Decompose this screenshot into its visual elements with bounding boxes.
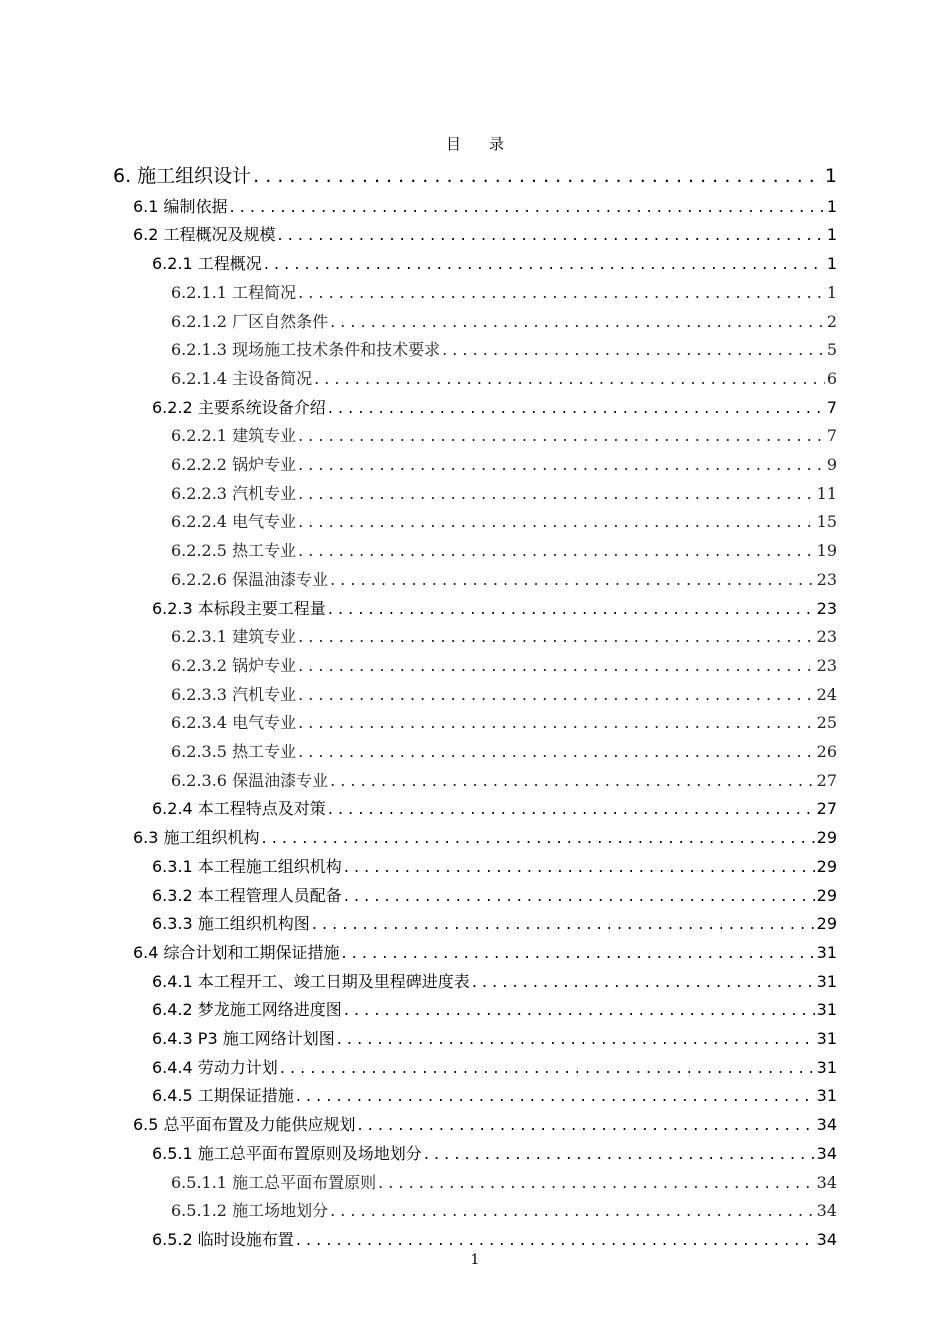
- toc-entry[interactable]: [152, 997, 837, 1020]
- toc-entry-label: 6.3.1 本工程施工组织机构: [152, 856, 342, 876]
- toc-dot-leader: [298, 713, 815, 732]
- toc-title-char-1: 目: [445, 135, 461, 153]
- toc-dot-leader: [330, 312, 825, 331]
- toc-dot-leader: [298, 455, 825, 474]
- toc-entry[interactable]: [171, 366, 837, 389]
- toc-entry-label: 6.2.2.2 锅炉专业: [171, 455, 297, 474]
- toc-entry[interactable]: [152, 1141, 837, 1164]
- toc-entry-label: 6.2.3.5 热工专业: [171, 742, 297, 761]
- toc-entry[interactable]: [171, 280, 837, 303]
- toc-entry[interactable]: [113, 161, 837, 188]
- toc-entry-label: 6.2.2 主要系统设备介绍: [152, 397, 326, 417]
- toc-entry-label: 6.5.1.1 施工总平面布置原则: [171, 1172, 377, 1192]
- toc-entry-page-number: 1: [826, 282, 837, 302]
- toc-entry[interactable]: [171, 624, 837, 647]
- toc-dot-leader: [337, 1029, 815, 1048]
- toc-entry[interactable]: [171, 710, 837, 733]
- toc-entry-page-number: 34: [816, 1172, 837, 1192]
- toc-entry-page-number: 24: [816, 684, 837, 704]
- toc-entry-page-number: 5: [826, 340, 837, 360]
- toc-entry-page-number: 23: [816, 655, 837, 675]
- toc-entry-label: 6.2.3.1 建筑专业: [171, 627, 297, 647]
- toc-dot-leader: [330, 1201, 815, 1220]
- toc-entry-page-number: 23: [816, 569, 837, 589]
- toc-entry-label: 6.2.4 本工程特点及对策: [152, 799, 326, 819]
- toc-entry[interactable]: [152, 883, 837, 906]
- toc-entry[interactable]: [171, 309, 837, 332]
- toc-dot-leader: [298, 512, 815, 531]
- toc-entry-label: 6.2.3.6 保温油漆专业: [171, 770, 329, 790]
- toc-dot-leader: [298, 484, 815, 503]
- toc-dot-leader: [314, 369, 825, 388]
- toc-entry[interactable]: [152, 796, 837, 819]
- toc-dot-leader: [330, 771, 815, 790]
- toc-dot-leader: [298, 283, 825, 302]
- toc-dot-leader: [330, 570, 815, 589]
- toc-dot-leader: [262, 828, 815, 847]
- toc-entry-label: 6.2.3.2 锅炉专业: [171, 655, 297, 675]
- toc-dot-leader: [298, 627, 815, 646]
- toc-entry-page-number: 23: [816, 598, 837, 618]
- toc-entry[interactable]: [133, 940, 837, 963]
- toc-entry-label: 6.4.3 P3 施工网络计划图: [152, 1029, 335, 1048]
- toc-entry[interactable]: [152, 1227, 837, 1250]
- toc-entry[interactable]: [171, 567, 837, 590]
- toc-entry-label: 6.4.5 工期保证措施: [152, 1086, 294, 1106]
- toc-dot-leader: [312, 914, 815, 933]
- toc-dot-leader: [328, 599, 815, 618]
- toc-entry-label: 6.1 编制依据: [133, 196, 228, 216]
- toc-dot-leader: [472, 972, 815, 991]
- toc-dot-leader: [298, 685, 815, 704]
- toc-entry-label: 6.2 工程概况及规模: [133, 225, 276, 245]
- toc-entry[interactable]: [152, 911, 837, 934]
- toc-entry-page-number: 31: [816, 1029, 837, 1048]
- toc-entry[interactable]: [171, 538, 837, 561]
- toc-entry-label: 6.2.2.3 汽机专业: [171, 483, 297, 503]
- toc-entry-page-number: 34: [816, 1201, 837, 1221]
- toc-entry[interactable]: [171, 1198, 837, 1221]
- toc-entry[interactable]: [171, 481, 837, 504]
- toc-dot-leader: [378, 1173, 815, 1192]
- toc-entry-label: 6.2.2.1 建筑专业: [171, 426, 297, 446]
- toc-entry[interactable]: [171, 423, 837, 446]
- toc-entry-label: 6.2.3.3 汽机专业: [171, 684, 297, 704]
- toc-dot-leader: [342, 943, 815, 962]
- toc-entry[interactable]: [171, 653, 837, 676]
- toc-dot-leader: [280, 1058, 815, 1077]
- toc-dot-leader: [298, 426, 825, 445]
- toc-entry-page-number: 6: [826, 368, 837, 388]
- toc-entry[interactable]: [133, 1112, 837, 1135]
- toc-entry-page-number: 31: [816, 1057, 837, 1077]
- toc-dot-leader: [230, 197, 825, 216]
- toc-entry-page-number: 1: [824, 165, 837, 187]
- toc-entry-page-number: 29: [816, 914, 837, 934]
- toc-entry-page-number: 34: [816, 1143, 837, 1163]
- toc-entry-label: 6.5.1 施工总平面布置原则及场地划分: [152, 1143, 422, 1163]
- toc-entry-page-number: 7: [826, 426, 837, 446]
- toc-dot-leader: [358, 1115, 815, 1134]
- toc-entry-label: 6.2.1.2 厂区自然条件: [171, 311, 329, 331]
- toc-entry-page-number: 1: [826, 225, 837, 245]
- toc-entry-label: 6.5.2 临时设施布置: [152, 1229, 294, 1249]
- toc-dot-leader: [344, 1000, 815, 1019]
- toc-entry-label: 6.5 总平面布置及力能供应规划: [133, 1115, 356, 1135]
- toc-dot-leader: [344, 857, 815, 876]
- toc-entry-label: 6.5.1.2 施工场地划分: [171, 1201, 329, 1221]
- toc-entry[interactable]: [171, 768, 837, 791]
- toc-dot-leader: [328, 398, 825, 417]
- toc-entry-label: 6.3 施工组织机构: [133, 828, 260, 848]
- toc-entry-page-number: 2: [826, 311, 837, 331]
- toc-entry-label: 6.3.3 施工组织机构图: [152, 914, 310, 934]
- toc-dot-leader: [344, 886, 815, 905]
- toc-entry-label: 6.2.2.5 热工专业: [171, 541, 297, 561]
- toc-entry-page-number: 31: [816, 1086, 837, 1106]
- page-number-footer: 1: [470, 1252, 480, 1268]
- toc-entry-label: 6.4.2 梦龙施工网络进度图: [152, 1000, 342, 1020]
- toc-entry-page-number: 31: [816, 942, 837, 962]
- toc-dot-leader: [298, 742, 815, 761]
- toc-entry-page-number: 27: [816, 799, 837, 819]
- toc-dot-leader: [298, 656, 815, 675]
- toc-dot-leader: [298, 541, 815, 560]
- toc-dot-leader: [278, 225, 825, 244]
- toc-entry[interactable]: [152, 1055, 837, 1078]
- toc-entry[interactable]: [152, 251, 837, 274]
- toc-dot-leader: [328, 799, 815, 818]
- toc-title-char-2: 录: [489, 135, 505, 153]
- toc-entry[interactable]: [171, 337, 837, 360]
- toc-entry-page-number: 19: [816, 541, 837, 561]
- toc-entry-page-number: 9: [826, 455, 837, 474]
- toc-entry-label: 6.2.1.4 主设备简况: [171, 368, 313, 388]
- toc-entry-label: 6.2.1 工程概况: [152, 254, 262, 274]
- toc-entry-page-number: 31: [816, 971, 837, 991]
- toc-entry[interactable]: [133, 194, 837, 217]
- toc-entry[interactable]: [171, 1170, 837, 1193]
- toc-entry[interactable]: [152, 1083, 837, 1106]
- toc-entry-page-number: 23: [816, 627, 837, 647]
- toc-entry-label: 6. 施工组织设计: [113, 165, 252, 187]
- toc-entry[interactable]: [133, 825, 837, 848]
- toc-dot-leader: [442, 340, 825, 359]
- toc-entry-label: 6.2.2.4 电气专业: [171, 512, 297, 532]
- toc-entry[interactable]: [171, 452, 837, 475]
- toc-entry[interactable]: [171, 682, 837, 705]
- toc-entry-label: 6.2.2.6 保温油漆专业: [171, 569, 329, 589]
- toc-entry-page-number: 11: [816, 483, 837, 503]
- toc-dot-leader: [424, 1144, 815, 1163]
- toc-entry[interactable]: [152, 596, 837, 619]
- toc-entry-label: 6.4.1 本工程开工、竣工日期及里程碑进度表: [152, 971, 470, 991]
- toc-entry-page-number: 31: [816, 1000, 837, 1020]
- toc-entry[interactable]: [171, 739, 837, 762]
- toc-title: [0, 133, 950, 154]
- toc-entry-label: 6.2.3.4 电气专业: [171, 713, 297, 733]
- toc-entry-page-number: 1: [826, 196, 837, 216]
- toc-entry-page-number: 26: [816, 742, 837, 761]
- toc-entry-page-number: 7: [826, 397, 837, 417]
- toc-entry[interactable]: [152, 1026, 837, 1049]
- toc-entry-label: 6.4 综合计划和工期保证措施: [133, 942, 340, 962]
- toc-entry-page-number: 29: [816, 885, 837, 905]
- toc-entry-page-number: 1: [826, 254, 837, 274]
- toc-entry-page-number: 29: [816, 828, 837, 848]
- toc-entry-page-number: 15: [816, 512, 837, 532]
- toc-entry-page-number: 34: [816, 1115, 837, 1135]
- toc-dot-leader: [264, 254, 825, 273]
- toc-entry[interactable]: [133, 222, 837, 245]
- toc-entry[interactable]: [152, 969, 837, 992]
- toc-dot-leader: [253, 165, 823, 187]
- toc-entry[interactable]: [152, 854, 837, 877]
- toc-entry-page-number: 25: [816, 713, 837, 733]
- toc-entry-label: 6.2.3 本标段主要工程量: [152, 598, 326, 618]
- toc-entry-page-number: 27: [816, 770, 837, 790]
- toc-entry-page-number: 34: [816, 1229, 837, 1249]
- toc-dot-leader: [296, 1230, 815, 1249]
- toc-entry-label: 6.4.4 劳动力计划: [152, 1057, 278, 1077]
- toc-entry-page-number: 29: [816, 856, 837, 876]
- toc-entry-label: 6.2.1.3 现场施工技术条件和技术要求: [171, 340, 441, 360]
- toc-entry-label: 6.3.2 本工程管理人员配备: [152, 885, 342, 905]
- toc-entry[interactable]: [152, 395, 837, 418]
- toc-entry-label: 6.2.1.1 工程简况: [171, 282, 297, 302]
- toc-entry[interactable]: [171, 509, 837, 532]
- toc-dot-leader: [296, 1086, 815, 1105]
